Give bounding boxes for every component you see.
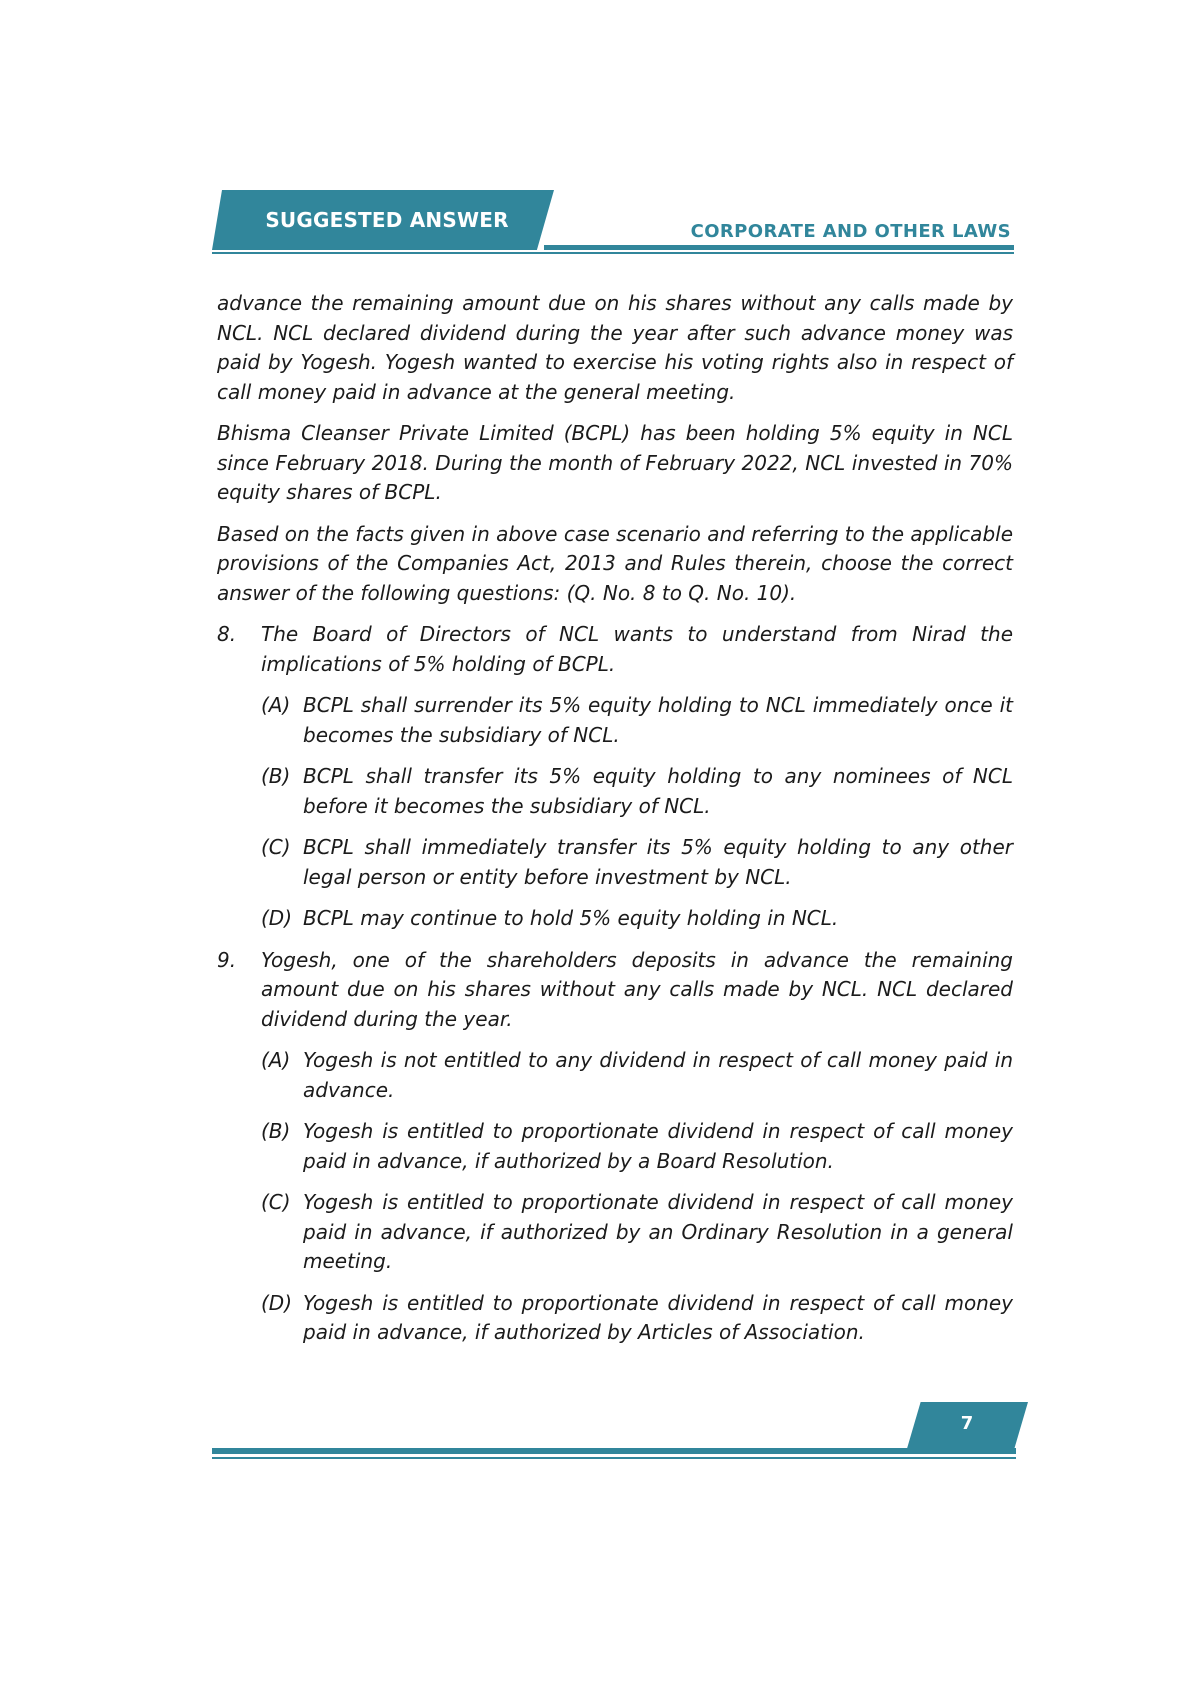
- question-8: [217, 620, 1013, 679]
- intro-paragraph-1: advance the remaining amount due on his shares without any calls made by NCL. NCL declared dividend during the year after such advance money was paid by Yogesh. Yogesh wanted to exercise his voting rights also in respect of call money paid in advance at the general meeting.: [217, 291, 1013, 404]
- header-rule-thin: [212, 252, 1014, 254]
- intro-paragraph-2: Bhisma Cleanser Private Limited (BCPL) has been holding 5% equity in NCL since February 2018. During the month of February 2022, NCL invested in 70% equity shares of BCPL.: [217, 421, 1013, 504]
- footer-rule-thin: [212, 1457, 1016, 1459]
- option-label: (A): [261, 693, 291, 717]
- header-rule: [544, 245, 1014, 250]
- header-tab-label: SUGGESTED ANSWER: [265, 208, 509, 232]
- question-8-option-d: [217, 904, 1013, 934]
- option-label: (A): [261, 1048, 291, 1072]
- intro-paragraph-3: Based on the facts given in above case scenario and referring to the applicable provisions of the Companies Act, 2013 and Rules therein, choose the correct answer of the following questions: (Q. No. 8 to Q. No. 10).: [217, 521, 1013, 605]
- question-9-option-d: [217, 1289, 1013, 1348]
- option-label: (B): [261, 1119, 291, 1143]
- option-label: (C): [261, 835, 291, 859]
- question-number: 9.: [217, 947, 237, 972]
- option-label: (D): [261, 1290, 293, 1315]
- question-9-option-b: [217, 1117, 1013, 1176]
- question-8-option-b: [217, 762, 1013, 821]
- question-number: 8.: [217, 622, 237, 646]
- option-text: Yogesh is entitled to proportionate dividend in respect of call money paid in advance, if authorized by Articles of Association.: [303, 1290, 1013, 1344]
- option-text: Yogesh is entitled to proportionate dividend in respect of call money paid in advance, if authorized by a Board Resolution.: [303, 1119, 1013, 1173]
- question-8-option-a: [217, 691, 1013, 750]
- section-title: CORPORATE AND OTHER LAWS: [690, 221, 1011, 242]
- question-text: The Board of Directors of NCL wants to understand from Nirad the implications of 5% holding of BCPL.: [261, 622, 1013, 676]
- option-text: Yogesh is entitled to proportionate dividend in respect of call money paid in advance, if authorized by an Ordinary Resolution in a general meeting.: [303, 1190, 1013, 1273]
- question-9-option-c: [217, 1188, 1013, 1277]
- option-text: BCPL shall immediately transfer its 5% equity holding to any other legal person or entity before investment by NCL.: [303, 835, 1013, 889]
- question-9-option-a: [217, 1046, 1013, 1105]
- option-label: (C): [261, 1190, 291, 1214]
- page-header: [0, 0, 1191, 260]
- footer-rule: [212, 1448, 1016, 1454]
- option-text: BCPL shall transfer its 5% equity holding to any nominees of NCL before it becomes the subsidiary of NCL.: [303, 764, 1013, 818]
- question-text: Yogesh, one of the shareholders deposits in advance the remaining amount due on his shares without any calls made by NCL. NCL declared dividend during the year.: [261, 947, 1013, 1031]
- document-body: [217, 289, 1013, 1360]
- option-text: BCPL shall surrender its 5% equity holding to NCL immediately once it becomes the subsidiary of NCL.: [303, 693, 1013, 747]
- question-8-option-c: [217, 833, 1013, 892]
- option-text: BCPL may continue to hold 5% equity holding in NCL.: [303, 906, 839, 930]
- option-label: (D): [261, 906, 293, 930]
- page-number: 7: [960, 1413, 974, 1434]
- option-text: Yogesh is not entitled to any dividend in respect of call money paid in advance.: [303, 1048, 1013, 1102]
- option-label: (B): [261, 764, 291, 788]
- question-9: [217, 946, 1013, 1035]
